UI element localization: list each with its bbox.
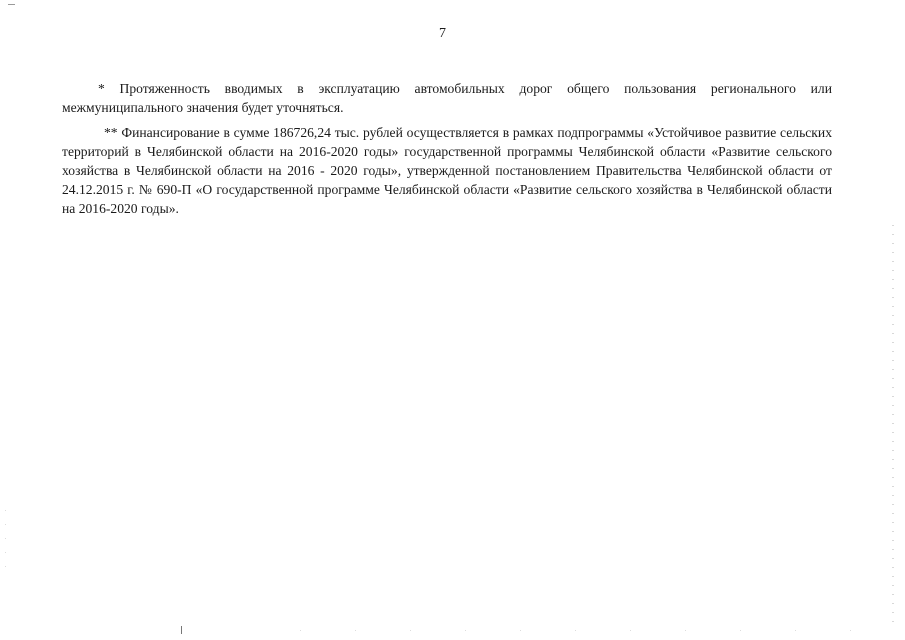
scan-artifact-top-left: [8, 4, 15, 5]
scan-artifact-left-edge: [5, 510, 6, 570]
scan-artifact-right-edge: [892, 225, 894, 625]
footnote-financing: ** Финансирование в сумме 186726,24 тыс. рублей осуществляется в рамках подпрограммы «Устойчивое развитие сельских территорий в Челябинской области на 2016-2020 годы» государственной программы Челябинской области «Развитие сельского хозяйства в Челябинской области на 2016 - 2020 годы», утвержденной постановлением Правительства Челябинской области от 24.12.2015 г. № 690-П «О государственной программе Челябинской области «Развитие сельского хозяйства в Челябинской области на 2016-2020 годы».: [62, 125, 832, 216]
footnotes-section: [62, 79, 832, 218]
page-number: 7: [439, 26, 446, 41]
scan-artifact-bottom-edge: [300, 630, 900, 631]
scan-artifact-bottom-left: [181, 626, 182, 634]
footnote-road-length: * Протяженность вводимых в эксплуатацию автомобильных дорог общего пользования регионального или межмуниципального значения будет уточняться.: [62, 81, 832, 115]
